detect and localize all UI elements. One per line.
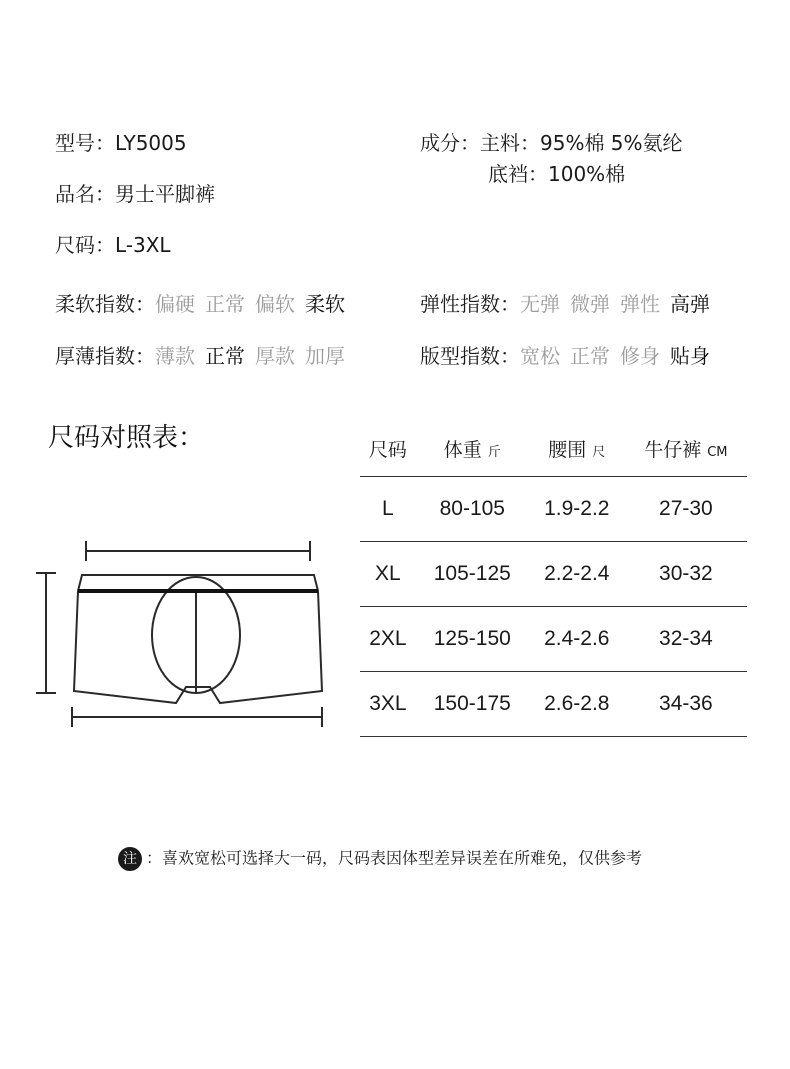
size-chart-header-cell: [529, 420, 625, 477]
thickness-index: [55, 344, 345, 368]
size-chart-header-cell: [360, 420, 416, 477]
table-cell: 1.9-2.2: [529, 477, 625, 542]
softness-option: 偏硬: [155, 292, 195, 316]
elasticity-index-label: 弹性指数：: [420, 292, 520, 316]
table-cell: 32-34: [625, 607, 747, 672]
table-cell: 105-125: [416, 542, 529, 607]
composition-crotch: 底裆：100%棉: [488, 162, 626, 186]
fit-option: 贴身: [670, 344, 710, 368]
elasticity-option: 弹性: [620, 292, 660, 316]
header-unit: 斤: [487, 444, 501, 460]
header-unit: CM: [707, 444, 728, 460]
softness-option: 正常: [205, 292, 245, 316]
fit-option: 宽松: [520, 344, 560, 368]
elasticity-option: 微弹: [570, 292, 610, 316]
table-cell: 34-36: [625, 672, 747, 737]
size-note: [118, 846, 642, 871]
thickness-option: 正常: [205, 344, 245, 368]
table-row: [360, 607, 747, 672]
elasticity-option: 高弹: [670, 292, 710, 316]
note-badge: 注: [118, 847, 142, 871]
size-chart-header-cell: [625, 420, 747, 477]
header-label: 牛仔裤: [644, 438, 702, 461]
fit-index-label: 版型指数：: [420, 344, 520, 368]
table-cell: 30-32: [625, 542, 747, 607]
thickness-option: 薄款: [155, 344, 195, 368]
table-cell: 80-105: [416, 477, 529, 542]
fit-option: 正常: [570, 344, 610, 368]
header-label: 腰围: [548, 438, 587, 461]
fit-option: 修身: [620, 344, 660, 368]
note-text: ：喜欢宽松可选择大一码，尺码表因体型差异误差在所难免，仅供参考: [146, 848, 643, 868]
thickness-option: 加厚: [305, 344, 345, 368]
thickness-index-label: 厚薄指数：: [55, 344, 155, 368]
size-chart-table: [360, 420, 747, 737]
elasticity-option: 无弹: [520, 292, 560, 316]
header-label: 尺码: [368, 438, 407, 461]
thickness-option: 厚款: [255, 344, 295, 368]
softness-option: 偏软: [255, 292, 295, 316]
fit-index: [420, 344, 710, 368]
elasticity-index: [420, 292, 710, 316]
softness-index-label: 柔软指数：: [55, 292, 155, 316]
size-chart-title: 尺码对照表：: [48, 423, 205, 453]
table-cell: L: [360, 477, 416, 542]
softness-index: [55, 292, 345, 316]
softness-option: 柔软: [305, 292, 345, 316]
table-row: [360, 477, 747, 542]
boxer-diagram: [30, 535, 330, 730]
product-name: 品名：男士平脚裤: [55, 182, 215, 206]
table-row: [360, 542, 747, 607]
table-cell: 150-175: [416, 672, 529, 737]
size-chart-header-cell: [416, 420, 529, 477]
header-unit: 尺: [592, 444, 606, 460]
table-row: [360, 672, 747, 737]
composition-main: 成分：主料：95%棉 5%氨纶: [420, 131, 683, 155]
table-cell: 125-150: [416, 607, 529, 672]
header-label: 体重: [443, 438, 482, 461]
table-cell: 2.2-2.4: [529, 542, 625, 607]
table-cell: XL: [360, 542, 416, 607]
table-cell: 2XL: [360, 607, 416, 672]
table-cell: 27-30: [625, 477, 747, 542]
model-number: 型号：LY5005: [55, 131, 187, 155]
table-cell: 2.6-2.8: [529, 672, 625, 737]
table-cell: 3XL: [360, 672, 416, 737]
size-range: 尺码：L-3XL: [55, 233, 171, 257]
table-cell: 2.4-2.6: [529, 607, 625, 672]
size-chart-header: [360, 420, 747, 477]
boxer-outline: [74, 575, 322, 703]
